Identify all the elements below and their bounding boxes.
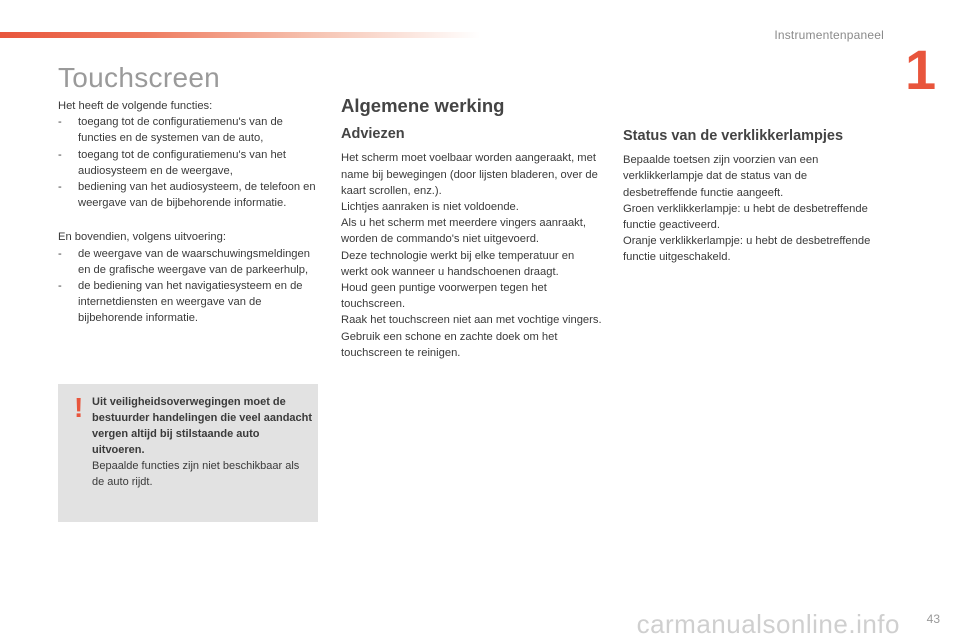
page-title: Touchscreen xyxy=(58,62,221,93)
optional-lead: En bovendien, volgens uitvoering: xyxy=(58,231,226,244)
safety-warning-box xyxy=(58,384,318,522)
advice-paragraph: Raak het touchscreen niet aan met vochtige vingers. xyxy=(341,314,602,327)
warning-text xyxy=(92,394,314,490)
status-paragraph: Bepaalde toetsen zijn voorzien van een verklikkerlampje dat de status van de desbetreffende functie aangeeft. xyxy=(623,154,819,199)
list-item: - toegang tot de configuratiemenu's van het audiosysteem en de weergave, xyxy=(58,147,318,179)
functions-list xyxy=(58,114,318,211)
list-item: - de weergave van de waarschuwingsmeldingen en de grafische weergave van de parkeerhulp, xyxy=(58,246,318,278)
advice-paragraph: Het scherm moet voelbaar worden aangeraakt, met name bij bewegingen (door lijsten bladeren, over de kaart scrollen, enz.). xyxy=(341,152,598,197)
left-column xyxy=(58,98,318,327)
exclamation-icon: ! xyxy=(74,392,84,423)
advice-paragraph: Als u het scherm met meerdere vingers aanraakt, worden de commando's niet uitgevoerd. xyxy=(341,217,586,246)
status-paragraph: Oranje verklikkerlampje: u hebt de desbetreffende functie uitgeschakeld. xyxy=(623,235,871,264)
optional-list xyxy=(58,246,318,327)
list-item: - toegang tot de configuratiemenu's van de functies en de systemen van de auto, xyxy=(58,114,318,146)
advice-paragraph: Houd geen puntige voorwerpen tegen het touchscreen. xyxy=(341,282,547,311)
middle-column xyxy=(341,95,603,361)
advice-paragraph: Lichtjes aanraken is niet voldoende. xyxy=(341,201,519,214)
right-column xyxy=(623,128,873,266)
list-item: - de bediening van het navigatiesysteem en de internetdiensten en weergave van de bijbehorende informatie. xyxy=(58,278,318,327)
functions-lead: Het heeft de volgende functies: xyxy=(58,100,213,112)
status-heading: Status van de verklikkerlampjes xyxy=(623,128,844,144)
advice-heading: Adviezen xyxy=(341,126,405,143)
status-paragraph: Groen verklikkerlampje: u hebt de desbetreffende functie geactiveerd. xyxy=(623,202,868,232)
advice-paragraph: Deze technologie werkt bij elke temperatuur en werkt ook wanneer u handschoenen draagt. xyxy=(341,249,575,278)
header-accent-bar xyxy=(0,32,480,38)
page-number: 43 xyxy=(926,612,940,626)
section-header: Instrumentenpaneel xyxy=(774,28,884,42)
chapter-number: 1 xyxy=(905,38,937,101)
watermark: carmanualsonline.info xyxy=(636,609,900,639)
warning-normal-text: Bepaalde functies zijn niet beschikbaar als de auto rijdt. xyxy=(92,460,300,488)
list-item: - bediening van het audiosysteem, de telefoon en weergave van de bijbehorende informatie. xyxy=(58,179,318,211)
warning-bold-text: Uit veiligheidsoverwegingen moet de bestuurder handelingen die veel aandacht vergen altijd bij stilstaande auto uitvoeren. xyxy=(92,396,313,456)
advice-paragraph: Gebruik een schone en zachte doek om het touchscreen te reinigen. xyxy=(341,330,558,359)
general-heading: Algemene werking xyxy=(341,95,505,116)
